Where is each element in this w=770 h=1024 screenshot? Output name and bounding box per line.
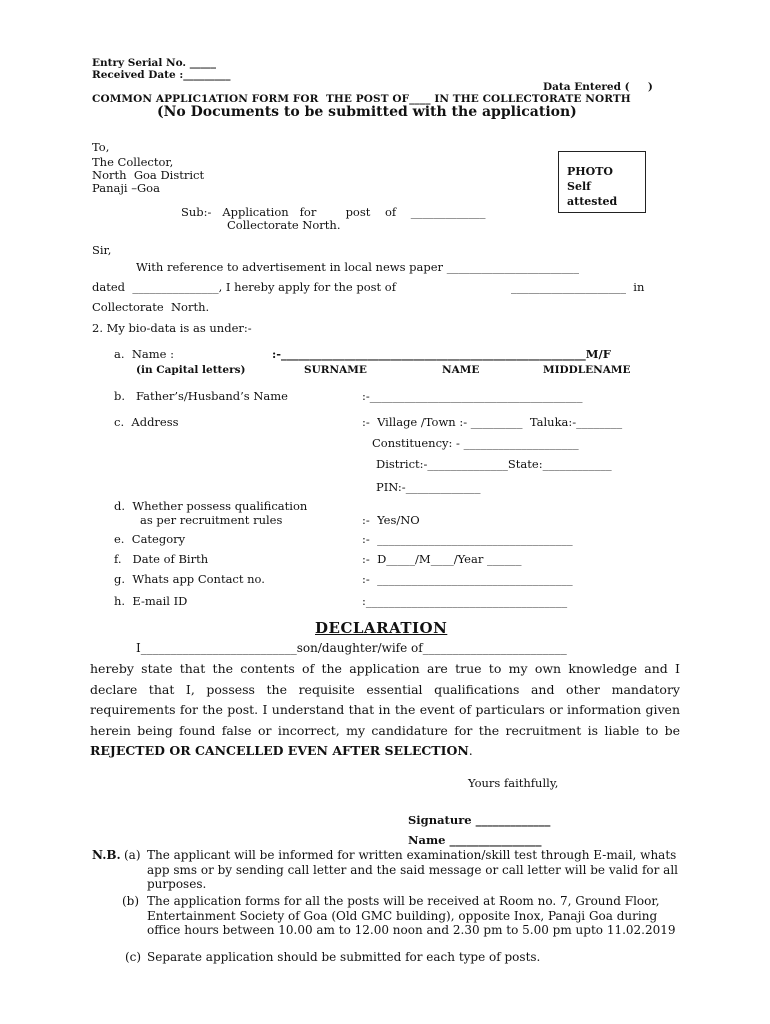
photo-self-label: Self — [567, 180, 591, 193]
name-signature-field[interactable]: Name ________________ — [408, 833, 542, 847]
note-b-text: The application forms for all the posts will be received at Room no. 7, Ground Floor, Entertainment Society of Goa (Old GMC building), opposite Inox, Panaji Goa during office hours between 10.00 am to 12.00 noon and 2.30 pm to 5.00 pm upto 11.02.2019 — [147, 894, 676, 937]
address-line-3: Panaji –Goa — [92, 181, 160, 195]
category-field[interactable]: :- __________________________________ — [362, 532, 573, 546]
data-entered: Data Entered ( ) — [543, 81, 653, 93]
constituency-field[interactable]: Constituency: - ____________________ — [372, 436, 579, 450]
name-label: NAME — [442, 364, 480, 376]
note-a-marker: (a) — [124, 848, 141, 862]
form-title: COMMON APPLIC1ATION FORM FOR THE POST OF____ IN THE COLLECTORATE NORTH — [92, 93, 631, 105]
field-h-label: h. E-mail ID — [114, 594, 188, 608]
address-line-2: North Goa District — [92, 168, 205, 182]
intro-line-1: With reference to advertisement in local news paper _______________________ — [136, 260, 579, 274]
field-e-label: e. Category — [114, 532, 186, 546]
middlename-label: MIDDLENAME — [543, 364, 631, 376]
photo-box — [558, 151, 646, 213]
address-to: To, — [92, 140, 110, 154]
signature-field[interactable]: Signature _____________ — [408, 813, 551, 827]
qualification-yes-no-field[interactable]: :- Yes/NO — [362, 513, 420, 527]
received-date: Received Date :_________ — [92, 69, 231, 81]
pin-field[interactable]: PIN:-_____________ — [376, 480, 481, 494]
biodata-heading: 2. My bio-data is as under:- — [92, 321, 252, 335]
field-g-label: g. Whats app Contact no. — [114, 572, 265, 586]
declaration-body: hereby state that the contents of the application are true to my own knowledge and I declare that I, possess the requisite essential qualifications and other mandatory requirements for the post. I understand that in the event of particulars or information given herein being found false or incorrect, my candidature for the recruitment is liable to be REJECTED OR CANCELLED EVEN AFTER SELECTION. — [90, 661, 680, 758]
nb-label: N.B. — [92, 848, 121, 862]
intro-line-2-post: ____________________ in — [511, 280, 645, 294]
declaration-line-1: I__________________________son/daughter/wife of________________________ — [136, 641, 567, 655]
email-id-field[interactable]: :___________________________________ — [362, 594, 568, 608]
entry-serial-no: Entry Serial No. _____ — [92, 57, 216, 69]
note-a-text: The applicant will be informed for written examination/skill test through E-mail, whats app sms or by sending call letter and the said message or call letter will be valid for all purposes. — [147, 848, 678, 891]
field-b-label: b. Father’s/Husband’s Name — [114, 389, 288, 403]
intro-line-2: dated _______________, I hereby apply for the post of — [92, 280, 396, 294]
declaration-title: DECLARATION — [315, 619, 448, 637]
field-a-label: a. Name : — [114, 347, 174, 361]
date-of-birth-field[interactable]: :- D_____/M____/Year ______ — [362, 552, 522, 566]
village-taluka-field[interactable]: :- Village /Town :- _________ Taluka:-________ — [362, 415, 623, 429]
field-f-label: f. Date of Birth — [114, 552, 209, 566]
photo-label: PHOTO — [567, 165, 614, 178]
declaration-emphasis: REJECTED OR CANCELLED EVEN AFTER SELECTION — [90, 743, 469, 758]
photo-attested-label: attested — [567, 195, 618, 208]
capital-letters-note: (in Capital letters) — [136, 364, 246, 376]
salutation: Sir, — [92, 243, 112, 257]
note-c-text: Separate application should be submitted for each type of posts. — [147, 950, 541, 964]
whatsapp-contact-field[interactable]: :- __________________________________ — [362, 572, 573, 586]
note-c-marker: (c) — [125, 950, 142, 964]
father-husband-name-field[interactable]: :-_____________________________________ — [362, 389, 583, 403]
subject-line-2: Collectorate North. — [227, 218, 341, 232]
address-line-1: The Collector, — [92, 155, 174, 169]
field-d-label: d. Whether possess qualification — [114, 499, 308, 513]
intro-line-3: Collectorate North. — [92, 300, 210, 314]
note-b-marker: (b) — [122, 894, 140, 908]
subject-line-1: Sub:- Application for post of _____________ — [181, 205, 486, 219]
field-c-label: c. Address — [114, 415, 179, 429]
surname-label: SURNAME — [304, 364, 367, 376]
name-field[interactable]: :-_____________________________________________________M/F — [272, 347, 611, 361]
yours-faithfully: Yours faithfully, — [468, 776, 559, 790]
field-d-label-2: as per recruitment rules — [140, 513, 283, 527]
district-state-field[interactable]: District:-______________State:____________ — [376, 457, 612, 471]
